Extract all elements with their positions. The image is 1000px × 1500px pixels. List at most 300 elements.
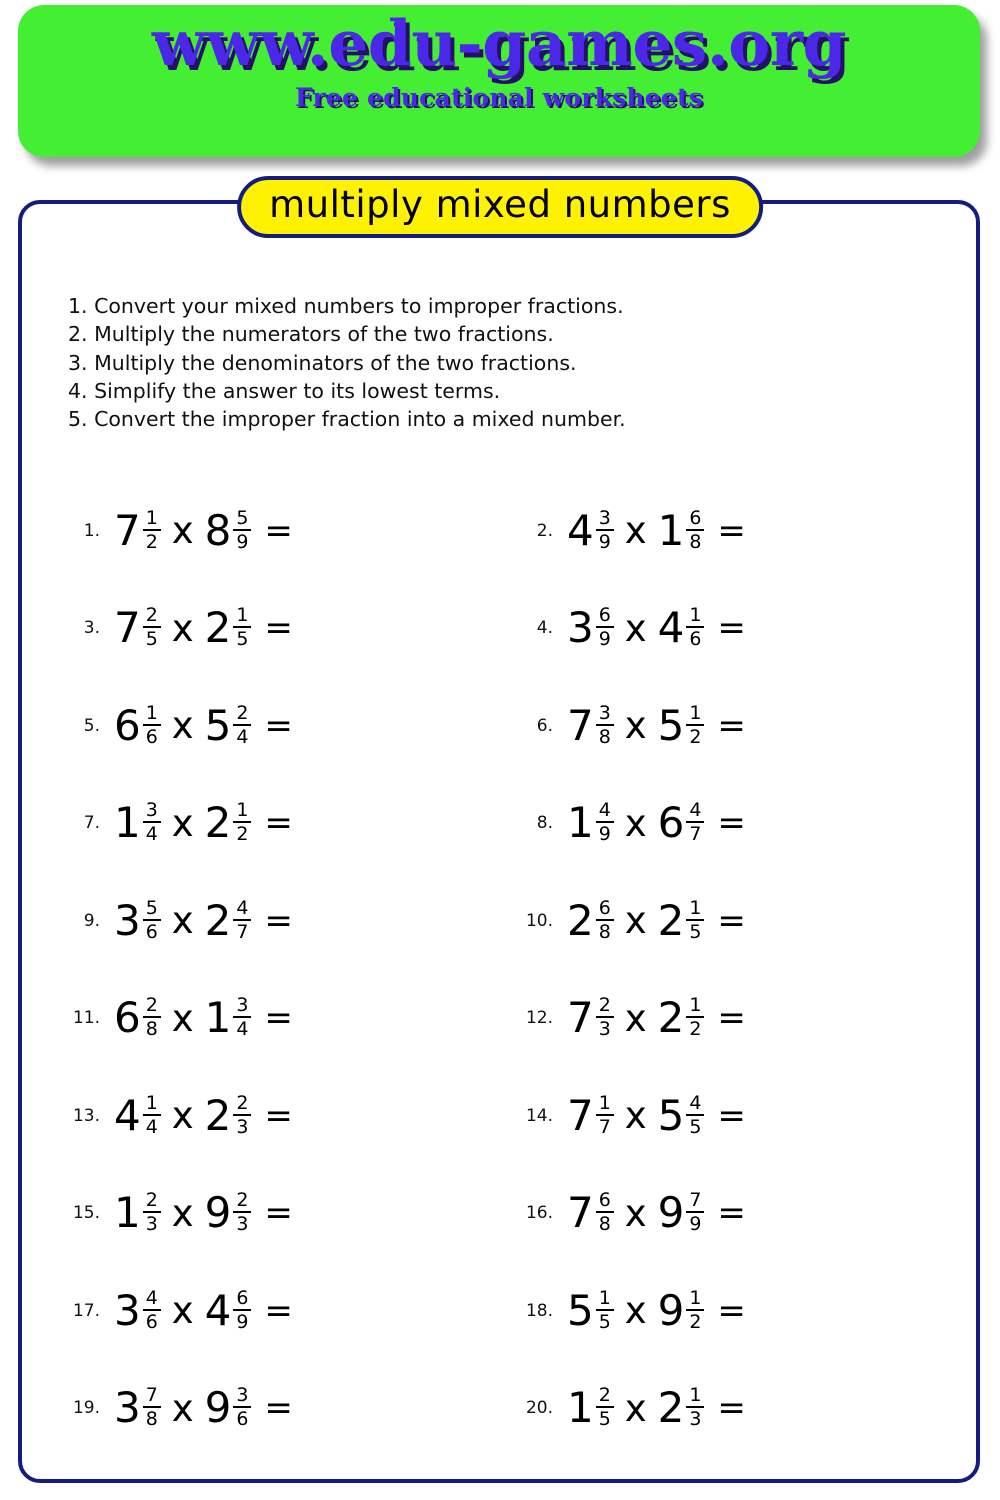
multiply-operator: x: [624, 996, 647, 1040]
equals-sign: =: [264, 803, 293, 844]
fraction-numerator: 2: [236, 701, 249, 724]
first-mixed-number: [114, 1090, 161, 1140]
whole-number: 1: [657, 505, 685, 555]
whole-number: 6: [114, 993, 141, 1043]
whole-number: 4: [567, 505, 594, 555]
fraction-numerator: 1: [689, 1286, 702, 1309]
fraction-numerator: 3: [598, 506, 611, 529]
problem-number: 19.: [72, 1398, 100, 1419]
fraction-denominator: 4: [145, 1115, 158, 1138]
multiply-operator: x: [171, 801, 194, 845]
fraction-denominator: 2: [689, 1310, 702, 1333]
second-mixed-number: [657, 1188, 705, 1238]
fraction-numerator: 2: [145, 994, 158, 1017]
first-mixed-number: [567, 1383, 614, 1433]
first-mixed-number: [567, 1090, 614, 1140]
problems-grid: [0, 482, 1000, 1457]
second-mixed-number: [204, 1285, 252, 1335]
first-mixed-number: [567, 895, 614, 945]
whole-number: 7: [114, 603, 141, 653]
second-mixed-number: [657, 798, 705, 848]
multiply-operator: x: [624, 899, 647, 943]
fraction-denominator: 6: [145, 920, 158, 943]
problem-number: 2.: [536, 520, 553, 541]
multiply-operator: x: [624, 509, 647, 553]
whole-number: 2: [657, 993, 685, 1043]
whole-number: 6: [114, 700, 141, 750]
fraction-numerator: 1: [236, 799, 249, 822]
first-mixed-number: [114, 1285, 161, 1335]
whole-number: 4: [114, 1090, 141, 1140]
fraction-numerator: 1: [236, 604, 249, 627]
whole-number: 2: [657, 895, 685, 945]
whole-number: 9: [657, 1285, 685, 1335]
problem-item: [510, 872, 950, 970]
second-mixed-number: [204, 993, 252, 1043]
equals-sign: =: [264, 705, 293, 746]
first-mixed-number: [567, 505, 614, 555]
fraction: [143, 1093, 161, 1137]
fraction: [233, 703, 251, 747]
multiply-operator: x: [171, 1289, 194, 1333]
fraction-denominator: 9: [598, 530, 611, 553]
problem-expression: [567, 1188, 746, 1238]
second-mixed-number: [204, 798, 252, 848]
first-mixed-number: [114, 700, 161, 750]
equals-sign: =: [264, 510, 293, 551]
second-mixed-number: [204, 895, 252, 945]
problem-number: 18.: [525, 1300, 553, 1321]
problem-expression: [114, 1090, 293, 1140]
fraction-numerator: 1: [598, 1091, 611, 1114]
fraction: [686, 1385, 704, 1429]
problem-expression: [567, 1090, 746, 1140]
multiply-operator: x: [624, 801, 647, 845]
fraction: [143, 508, 161, 552]
problem-number: 7.: [83, 813, 100, 834]
worksheet-title: multiply mixed numbers: [269, 183, 731, 226]
fraction-numerator: 4: [689, 799, 702, 822]
problem-expression: [567, 993, 746, 1043]
fraction-denominator: 9: [236, 530, 249, 553]
problem-number: 20.: [525, 1398, 553, 1419]
equals-sign: =: [264, 608, 293, 649]
whole-number: 3: [567, 603, 594, 653]
fraction-denominator: 8: [145, 1018, 158, 1041]
fraction-denominator: 5: [598, 1310, 611, 1333]
problem-item: [0, 1262, 510, 1360]
fraction: [143, 898, 161, 942]
second-mixed-number: [204, 1188, 252, 1238]
fraction-numerator: 1: [689, 994, 702, 1017]
fraction-denominator: 6: [689, 628, 702, 651]
problem-item: [510, 1360, 950, 1458]
problem-number: 14.: [525, 1105, 553, 1126]
equals-sign: =: [717, 998, 746, 1039]
first-mixed-number: [567, 700, 614, 750]
fraction: [233, 508, 251, 552]
fraction: [233, 1093, 251, 1137]
multiply-operator: x: [171, 899, 194, 943]
multiply-operator: x: [171, 1094, 194, 1138]
fraction-denominator: 8: [598, 725, 611, 748]
first-mixed-number: [114, 1188, 161, 1238]
fraction-numerator: 4: [236, 896, 249, 919]
fraction-denominator: 8: [598, 1213, 611, 1236]
problem-expression: [114, 1383, 293, 1433]
second-mixed-number: [204, 1090, 252, 1140]
problem-expression: [114, 505, 293, 555]
problem-item: [0, 872, 510, 970]
fraction: [686, 508, 704, 552]
fraction-denominator: 5: [145, 628, 158, 651]
equals-sign: =: [717, 1388, 746, 1429]
first-mixed-number: [567, 798, 614, 848]
instruction-line: 3. Multiply the denominators of the two fractions.: [68, 350, 577, 375]
multiply-operator: x: [171, 509, 194, 553]
footer-cut-text: [52, 1492, 952, 1500]
problem-item: [510, 775, 950, 873]
first-mixed-number: [114, 798, 161, 848]
equals-sign: =: [264, 1193, 293, 1234]
fraction-numerator: 3: [145, 799, 158, 822]
whole-number: 1: [567, 1383, 594, 1433]
fraction-numerator: 5: [145, 896, 158, 919]
whole-number: 1: [204, 993, 232, 1043]
fraction-denominator: 3: [145, 1213, 158, 1236]
whole-number: 2: [567, 895, 594, 945]
fraction-denominator: 3: [598, 1018, 611, 1041]
equals-sign: =: [717, 705, 746, 746]
fraction-denominator: 7: [598, 1115, 611, 1138]
fraction: [143, 605, 161, 649]
problem-item: [0, 677, 510, 775]
whole-number: 4: [204, 1285, 232, 1335]
equals-sign: =: [717, 510, 746, 551]
second-mixed-number: [657, 993, 705, 1043]
first-mixed-number: [114, 603, 161, 653]
fraction: [233, 898, 251, 942]
fraction-numerator: 6: [689, 506, 702, 529]
fraction-denominator: 7: [236, 920, 249, 943]
whole-number: 7: [567, 1188, 594, 1238]
second-mixed-number: [657, 1090, 705, 1140]
fraction: [596, 800, 614, 844]
whole-number: 4: [657, 603, 685, 653]
fraction: [143, 1385, 161, 1429]
second-mixed-number: [204, 505, 252, 555]
first-mixed-number: [114, 505, 161, 555]
second-mixed-number: [204, 1383, 252, 1433]
whole-number: 2: [204, 1090, 232, 1140]
fraction-numerator: 1: [145, 1091, 158, 1114]
site-title: www.edu-games.org: [151, 6, 847, 80]
fraction: [233, 1288, 251, 1332]
fraction: [686, 898, 704, 942]
fraction-numerator: 2: [236, 1091, 249, 1114]
problem-number: 17.: [72, 1300, 100, 1321]
whole-number: 3: [114, 1285, 141, 1335]
whole-number: 2: [204, 798, 232, 848]
second-mixed-number: [657, 895, 705, 945]
problem-expression: [114, 798, 293, 848]
fraction-denominator: 4: [145, 823, 158, 846]
fraction-numerator: 4: [598, 799, 611, 822]
problem-number: 3.: [83, 618, 100, 639]
whole-number: 2: [204, 603, 232, 653]
first-mixed-number: [567, 603, 614, 653]
fraction: [233, 800, 251, 844]
fraction-denominator: 6: [145, 725, 158, 748]
fraction-denominator: 6: [236, 1408, 249, 1431]
fraction: [596, 1190, 614, 1234]
fraction-numerator: 2: [598, 1384, 611, 1407]
fraction-numerator: 6: [598, 1189, 611, 1212]
fraction-numerator: 2: [145, 604, 158, 627]
problem-expression: [567, 603, 746, 653]
problem-expression: [114, 700, 293, 750]
problem-item: [510, 1067, 950, 1165]
equals-sign: =: [717, 803, 746, 844]
instructions-list: [68, 292, 788, 433]
fraction-numerator: 1: [689, 1384, 702, 1407]
second-mixed-number: [657, 1383, 705, 1433]
fraction-numerator: 1: [145, 701, 158, 724]
problem-expression: [567, 1285, 746, 1335]
fraction: [143, 800, 161, 844]
fraction: [686, 605, 704, 649]
problem-item: [510, 482, 950, 580]
equals-sign: =: [717, 1095, 746, 1136]
equals-sign: =: [717, 1290, 746, 1331]
whole-number: 7: [114, 505, 141, 555]
whole-number: 5: [657, 700, 685, 750]
problem-expression: [567, 700, 746, 750]
fraction-numerator: 1: [689, 604, 702, 627]
fraction-denominator: 3: [689, 1408, 702, 1431]
fraction-denominator: 8: [689, 530, 702, 553]
fraction-denominator: 3: [236, 1213, 249, 1236]
fraction-denominator: 8: [145, 1408, 158, 1431]
multiply-operator: x: [624, 1191, 647, 1235]
fraction: [143, 1190, 161, 1234]
whole-number: 9: [204, 1383, 232, 1433]
fraction-denominator: 4: [236, 725, 249, 748]
fraction-numerator: 1: [689, 701, 702, 724]
equals-sign: =: [264, 1095, 293, 1136]
fraction-denominator: 2: [689, 725, 702, 748]
fraction: [143, 1288, 161, 1332]
fraction-numerator: 2: [145, 1189, 158, 1212]
fraction-numerator: 2: [236, 1189, 249, 1212]
whole-number: 1: [114, 798, 141, 848]
second-mixed-number: [657, 505, 705, 555]
worksheet-title-badge: [237, 176, 763, 238]
fraction-denominator: 6: [145, 1310, 158, 1333]
whole-number: 5: [657, 1090, 685, 1140]
instruction-line: 5. Convert the improper fraction into a mixed number.: [68, 407, 626, 432]
fraction: [596, 508, 614, 552]
first-mixed-number: [114, 1383, 161, 1433]
whole-number: 7: [567, 993, 594, 1043]
fraction: [686, 1288, 704, 1332]
site-header-banner: [18, 5, 980, 157]
fraction-denominator: 9: [689, 1213, 702, 1236]
fraction: [596, 898, 614, 942]
second-mixed-number: [657, 1285, 705, 1335]
fraction: [143, 703, 161, 747]
problem-expression: [114, 603, 293, 653]
multiply-operator: x: [171, 606, 194, 650]
fraction-denominator: 5: [598, 1408, 611, 1431]
instruction-line: 2. Multiply the numerators of the two fractions.: [68, 322, 554, 347]
second-mixed-number: [657, 700, 705, 750]
equals-sign: =: [264, 900, 293, 941]
fraction-denominator: 9: [598, 823, 611, 846]
problem-expression: [567, 895, 746, 945]
problem-expression: [567, 798, 746, 848]
problem-item: [510, 970, 950, 1068]
fraction-numerator: 7: [689, 1189, 702, 1212]
problem-number: 15.: [72, 1203, 100, 1224]
second-mixed-number: [204, 603, 252, 653]
site-subtitle: Free educational worksheets: [294, 83, 704, 113]
fraction-numerator: 6: [598, 604, 611, 627]
whole-number: 9: [204, 1188, 232, 1238]
whole-number: 5: [567, 1285, 594, 1335]
fraction: [233, 605, 251, 649]
first-mixed-number: [567, 1285, 614, 1335]
fraction-numerator: 3: [598, 701, 611, 724]
instruction-line: 1. Convert your mixed numbers to improper fractions.: [68, 294, 624, 318]
equals-sign: =: [717, 1193, 746, 1234]
fraction: [596, 1385, 614, 1429]
multiply-operator: x: [624, 1094, 647, 1138]
problem-expression: [114, 895, 293, 945]
whole-number: 9: [657, 1188, 685, 1238]
fraction: [596, 995, 614, 1039]
fraction: [596, 1288, 614, 1332]
problem-item: [510, 580, 950, 678]
fraction: [686, 995, 704, 1039]
fraction: [233, 1190, 251, 1234]
multiply-operator: x: [624, 1289, 647, 1333]
fraction-denominator: 8: [598, 920, 611, 943]
fraction-numerator: 3: [236, 1384, 249, 1407]
fraction: [596, 1093, 614, 1137]
whole-number: 2: [657, 1383, 685, 1433]
problem-item: [0, 775, 510, 873]
problem-number: 10.: [525, 910, 553, 931]
problem-expression: [567, 505, 746, 555]
problem-expression: [114, 993, 293, 1043]
second-mixed-number: [657, 603, 705, 653]
fraction: [686, 1190, 704, 1234]
fraction: [686, 800, 704, 844]
whole-number: 3: [114, 895, 141, 945]
whole-number: 5: [204, 700, 232, 750]
first-mixed-number: [114, 993, 161, 1043]
fraction: [233, 995, 251, 1039]
problem-item: [0, 1067, 510, 1165]
fraction-denominator: 2: [236, 823, 249, 846]
problem-item: [510, 1165, 950, 1263]
multiply-operator: x: [171, 704, 194, 748]
whole-number: 8: [204, 505, 232, 555]
first-mixed-number: [567, 1188, 614, 1238]
multiply-operator: x: [624, 1386, 647, 1430]
problem-expression: [114, 1188, 293, 1238]
fraction-numerator: 1: [689, 896, 702, 919]
fraction-numerator: 4: [689, 1091, 702, 1114]
fraction-denominator: 2: [145, 530, 158, 553]
first-mixed-number: [114, 895, 161, 945]
multiply-operator: x: [171, 1386, 194, 1430]
second-mixed-number: [204, 700, 252, 750]
fraction-denominator: 2: [689, 1018, 702, 1041]
problem-number: 8.: [536, 813, 553, 834]
problem-expression: [567, 1383, 746, 1433]
problem-expression: [114, 1285, 293, 1335]
first-mixed-number: [567, 993, 614, 1043]
fraction: [596, 605, 614, 649]
problem-number: 4.: [536, 618, 553, 639]
problem-number: 1.: [83, 520, 100, 541]
problem-item: [510, 677, 950, 775]
fraction-numerator: 7: [145, 1384, 158, 1407]
fraction-numerator: 6: [236, 1286, 249, 1309]
equals-sign: =: [264, 1290, 293, 1331]
fraction-denominator: 4: [236, 1018, 249, 1041]
equals-sign: =: [264, 998, 293, 1039]
fraction-denominator: 7: [689, 823, 702, 846]
fraction: [596, 703, 614, 747]
fraction-numerator: 2: [598, 994, 611, 1017]
problem-number: 5.: [83, 715, 100, 736]
fraction-numerator: 4: [145, 1286, 158, 1309]
problem-number: 6.: [536, 715, 553, 736]
problem-item: [0, 970, 510, 1068]
whole-number: 3: [114, 1383, 141, 1433]
fraction-denominator: 3: [236, 1115, 249, 1138]
fraction: [686, 1093, 704, 1137]
multiply-operator: x: [171, 1191, 194, 1235]
fraction-denominator: 5: [236, 628, 249, 651]
fraction-denominator: 5: [689, 1115, 702, 1138]
fraction: [686, 703, 704, 747]
fraction: [143, 995, 161, 1039]
whole-number: 2: [204, 895, 232, 945]
whole-number: 7: [567, 1090, 594, 1140]
fraction-numerator: 6: [598, 896, 611, 919]
equals-sign: =: [717, 900, 746, 941]
multiply-operator: x: [624, 606, 647, 650]
equals-sign: =: [717, 608, 746, 649]
fraction: [233, 1385, 251, 1429]
problem-number: 11.: [72, 1008, 100, 1029]
problem-item: [0, 482, 510, 580]
whole-number: 1: [567, 798, 594, 848]
whole-number: 1: [114, 1188, 141, 1238]
multiply-operator: x: [171, 996, 194, 1040]
problem-number: 9.: [83, 910, 100, 931]
problem-item: [510, 1262, 950, 1360]
fraction-numerator: 3: [236, 994, 249, 1017]
fraction-denominator: 5: [689, 920, 702, 943]
problem-number: 16.: [525, 1203, 553, 1224]
fraction-numerator: 1: [598, 1286, 611, 1309]
problem-item: [0, 580, 510, 678]
